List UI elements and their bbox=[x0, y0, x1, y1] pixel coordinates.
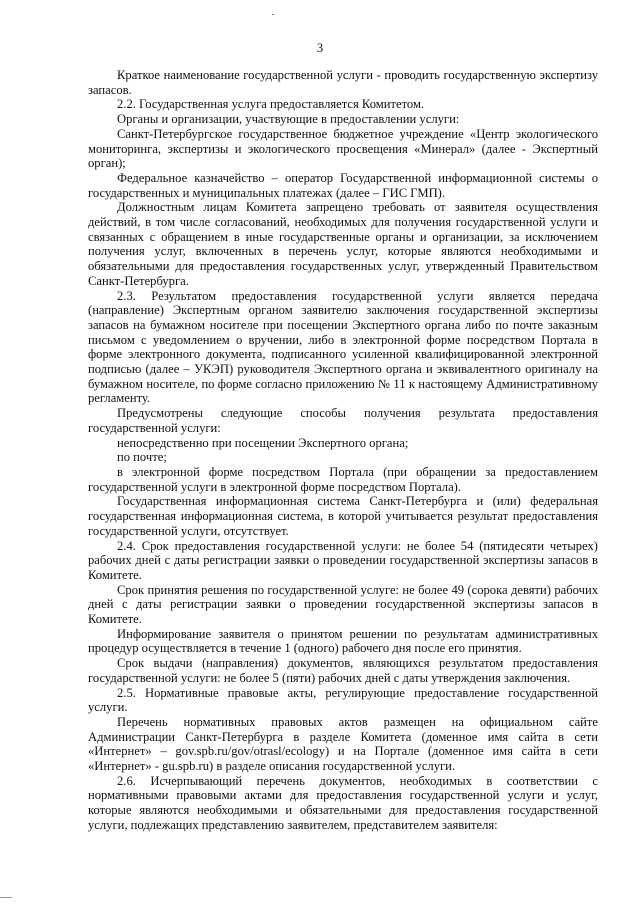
paragraph-participants: Органы и организации, участвующие в предоставлении услуги: bbox=[117, 112, 460, 127]
paragraph-prohibition: Должностным лицам Комитета запрещено требовать от заявителя осуществления действий, в том числе согласований, необходимых для получения государственной услуги и связанных с обращением в иные государственные органы и организации, за исключением получения услуг, включенных в перечень услуг, которые являются необходимыми и обязательными для предоставления государственных услуг, утвержденный Правительством Санкт-Петербурга. bbox=[88, 200, 598, 288]
scan-speck bbox=[272, 14, 274, 15]
paragraph-short-name: Краткое наименование государственной услуги - проводить государственную экспертизу запасов. bbox=[88, 68, 598, 97]
paragraph-treasury: Федеральное казначейство – оператор Государственной информационной системы о государственных и муниципальных платежах (далее – ГИС ГМП). bbox=[88, 170, 598, 200]
paragraph-method-visit: непосредственно при посещении Экспертного органа; bbox=[117, 435, 409, 450]
paragraph-2-5: 2.5. Нормативные правовые акты, регулирующие предоставление государственной услуги. bbox=[88, 685, 598, 715]
paragraph-methods: Предусмотрены следующие способы получения результата предоставления государственной услуги: bbox=[88, 406, 598, 435]
page-number: 3 bbox=[316, 41, 324, 55]
paragraph-2-4: 2.4. Срок предоставления государственной услуги: не более 54 (пятидесяти четырех) рабочих дней с даты регистрации заявки о проведении государственной экспертизы запасов в Комитете. bbox=[88, 538, 598, 582]
document-body bbox=[88, 68, 598, 833]
paragraph-method-portal: в электронной форме посредством Портала (при обращении за предоставлением государственной услуги в электронной форме посредством Портала). bbox=[88, 464, 598, 494]
paragraph-decision-term: Срок принятия решения по государственной услуге: не более 49 (сорока девяти) рабочих дней с даты регистрации заявки о проведении государственной экспертизы запасов в Комитете. bbox=[88, 582, 598, 627]
paragraph-legal-acts: Перечень нормативных правовых актов размещен на официальном сайте Администрации Санкт-Петербурга в разделе Комитета (доменное имя сайта в сети «Интернет» – gov.spb.ru/gov/otrasl/ecology) и на Портале (доменное имя сайта в сети «Интернет» - gu.spb.ru) в разделе описания государственной услуги. bbox=[88, 714, 598, 774]
paragraph-2-2: 2.2. Государственная услуга предоставляется Комитетом. bbox=[117, 97, 425, 112]
paragraph-2-3: 2.3. Результатом предоставления государственной услуги является передача (направление) Экспертным органом заявителю заключения государственной экспертизы запасов на бумажном носителе при посещении Экспертного органа либо по почте заказным письмом с уведомлением о вручении, либо в электронной форме посредством Портала в форме электронного документа, подписанного усиленной квалифицированной электронной подписью (далее – УКЭП) руководителя Экспертного органа и эквивалентного оригиналу на бумажном носителе, по форме согласно приложению № 11 к настоящему Административному регламенту. bbox=[88, 288, 598, 406]
paragraph-mineral: Санкт-Петербургское государственное бюджетное учреждение «Центр экологического мониторинга, экспертизы и экологического просвещения «Минерал» (далее - Экспертный орган); bbox=[88, 126, 598, 171]
scan-edge-mark bbox=[0, 897, 12, 898]
paragraph-2-6: 2.6. Исчерпывающий перечень документов, необходимых в соответствии с нормативными правовыми актами для предоставления государственной услуги и услуг, которые являются необходимыми и обязательными для предоставления государственной услуги, подлежащих представлению заявителем, представителем заявителя: bbox=[88, 773, 598, 832]
paragraph-info-system: Государственная информационная система Санкт-Петербурга и (или) федеральная государственная информационная система, в которой учитывается результат предоставления государственной услуги, отсутствует. bbox=[88, 494, 598, 538]
paragraph-method-post: по почте; bbox=[117, 450, 167, 465]
paragraph-issue-term: Срок выдачи (направления) документов, являющихся результатом предоставления государственной услуги: не более 5 (пяти) рабочих дней с даты утверждения заключения. bbox=[88, 656, 598, 685]
paragraph-informing: Информирование заявителя о принятом решении по результатам административных процедур осуществляется в течение 1 (одного) рабочего дня после его принятия. bbox=[88, 626, 598, 656]
